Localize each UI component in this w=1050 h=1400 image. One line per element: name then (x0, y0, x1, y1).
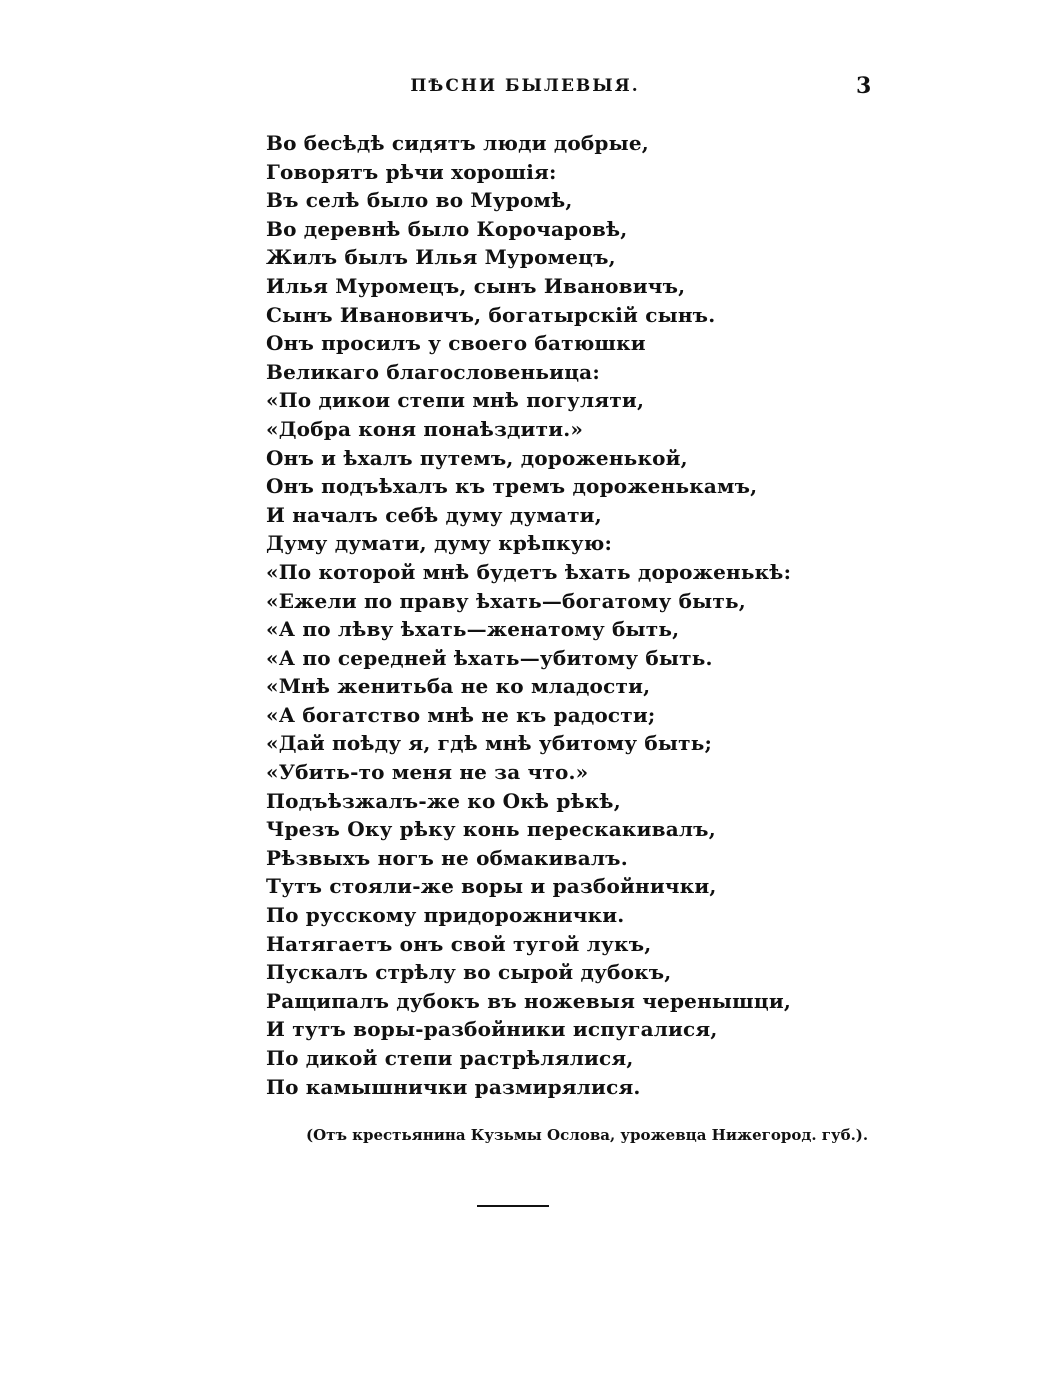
poem-line: Говорятъ рѣчи хорошія: (266, 159, 557, 184)
poem-line: «Дай поѣду я, гдѣ мнѣ убитому быть; (266, 731, 713, 756)
poem-line: «По дикои степи мнѣ погуляти, (266, 388, 645, 413)
poem-line: Онъ и ѣхалъ путемъ, дороженькой, (266, 445, 688, 470)
poem-line: Илья Муромецъ, сынъ Ивановичъ, (266, 273, 686, 298)
end-rule (477, 1205, 549, 1207)
poem-line: Рѣзвыхъ ногъ не обмакивалъ. (266, 845, 628, 870)
poem-line: Сынъ Ивановичъ, богатырскій сынъ. (266, 302, 716, 327)
poem-line: Тутъ стояли-же воры и разбойнички, (266, 874, 717, 899)
poem-line: «По которой мнѣ будетъ ѣхать дороженькѣ: (266, 559, 792, 584)
poem-line: По камышнички размирялися. (266, 1074, 641, 1099)
poem-line: И началъ себѣ думу думати, (266, 502, 602, 527)
poem-line: «А по лѣву ѣхать—женатому быть, (266, 617, 680, 642)
poem-line: Думу думати, думу крѣпкую: (266, 531, 613, 556)
poem-line: «Ежели по праву ѣхать—богатому быть, (266, 588, 746, 613)
poem-line: По русскому придорожнички. (266, 903, 625, 928)
page-number: 3 (856, 73, 872, 99)
poem-line: «Убить-то меня не за что.» (266, 760, 589, 785)
poem-line: Онъ просилъ у своего батюшки (266, 331, 646, 356)
poem-line: «А богатство мнѣ не къ радости; (266, 702, 656, 727)
poem-line: «А по середней ѣхать—убитому быть. (266, 645, 713, 670)
poem-line: Чрезъ Оку рѣку конь перескакивалъ, (266, 817, 716, 842)
poem-line: Подъѣзжалъ-же ко Окѣ рѣкѣ, (266, 788, 621, 813)
poem-text (266, 129, 791, 1101)
poem-line: Онъ подъѣхалъ къ тремъ дороженькамъ, (266, 474, 758, 499)
poem-line: И тутъ воры-разбойники испугалися, (266, 1017, 718, 1042)
running-title: ПѢСНИ БЫЛЕВЫЯ. (410, 76, 640, 96)
poem-line: «Мнѣ женитьба не ко младости, (266, 674, 651, 699)
poem-line: Пускалъ стрѣлу во сырой дубокъ, (266, 960, 672, 985)
poem-line: Въ селѣ было во Муромѣ, (266, 188, 573, 213)
poem-line: Ращипалъ дубокъ въ ножевыя черенышци, (266, 988, 792, 1013)
poem-line: Во бесѣдѣ сидятъ люди добрые, (266, 131, 649, 155)
poem-line: Жилъ былъ Илья Муромецъ, (266, 245, 616, 270)
poem-line: Великаго благословеньица: (266, 359, 600, 384)
poem-line: «Добра коня понаѣздити.» (266, 416, 584, 441)
poem-line: Во деревнѣ было Корочаровѣ, (266, 216, 628, 241)
source-attribution: (Отъ крестьянина Кузьмы Ослова, урожевца Нижегород. губ.). (306, 1126, 869, 1144)
poem-line: Натягаетъ онъ свой тугой лукъ, (266, 931, 652, 956)
poem-line: По дикой степи растрѣлялися, (266, 1046, 634, 1070)
